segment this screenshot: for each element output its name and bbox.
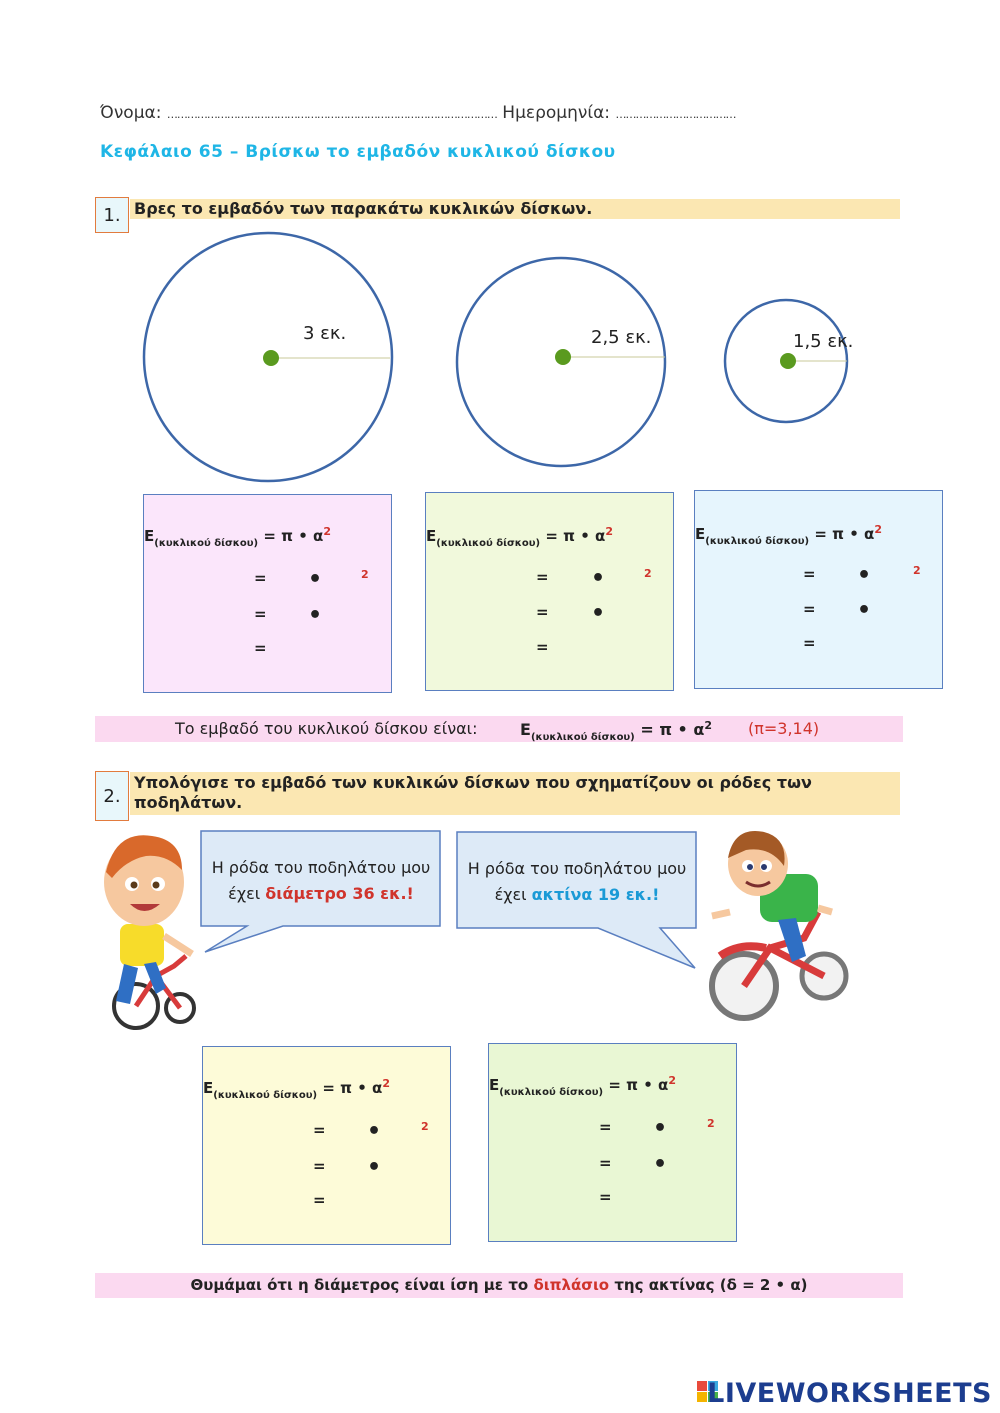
eq-4b: = [313, 1157, 326, 1175]
dot-3b: • [857, 598, 872, 623]
bubble-1-text: Η ρόδα του ποδηλάτου μου έχει διάμετρο 36 εκ.! [211, 858, 431, 903]
reminder1-formula: $E_{(\kappa\upsilon\kappa\lambda\iota\kappa oύ \delta ί\sigma\kappa o\upsilon)} = \pi$ • $\alpha^2$ [520, 719, 712, 743]
dot-3a: • [857, 563, 872, 588]
chapter-title: Κεφάλαιο 65 – Βρίσκω το εμβαδόν κυκλικού δίσκου [100, 142, 616, 162]
sq-5a: 2 [707, 1117, 715, 1130]
calc-box-2[interactable] [425, 492, 674, 691]
eq-2c: = [536, 638, 549, 656]
liveworksheets-logo[interactable]: LIVEWORKSHEETS [707, 1378, 992, 1409]
eq-4c: = [313, 1191, 326, 1209]
reminder1-band [95, 716, 903, 742]
eq-1c: = [254, 639, 267, 657]
formula-1: $E_{(\kappa\upsilon\kappa\lambda\iota\kappa oύ \delta ί\sigma\kappa o\upsilon)} = \pi$ • $\alpha^2$ [144, 525, 331, 549]
eq-2a: = [536, 568, 549, 586]
calc-box-4[interactable] [202, 1046, 451, 1245]
sq-1a: 2 [361, 568, 369, 581]
boy-bike-left-image [96, 826, 206, 1038]
dot-2a: • [591, 566, 606, 591]
reminder2-highlight: διπλάσιο [533, 1276, 610, 1294]
name-label: Όνομα: [100, 103, 162, 123]
eq-3a: = [803, 565, 816, 583]
reminder1-text: Το εμβαδό του κυκλικού δίσκου είναι: [175, 719, 478, 738]
eq-3b: = [803, 600, 816, 618]
reminder2-text: Θυμάμαι ότι η διάμετρος είναι ίση με το διπλάσιο της ακτίνας (δ = 2 • α) [190, 1276, 808, 1294]
task1-number: 1. [95, 197, 129, 233]
diameter-highlight: διάμετρο 36 εκ.! [265, 884, 414, 903]
eq-5b: = [599, 1154, 612, 1172]
radius-label-3: 1,5 εκ. [793, 331, 854, 352]
name-field[interactable]: ……………………………………………………………………………………… [166, 108, 497, 121]
dot-1a: • [308, 567, 323, 592]
eq-2b: = [536, 603, 549, 621]
pi-value: (π=3,14) [748, 719, 820, 738]
eq-5a: = [599, 1118, 612, 1136]
task2-number: 2. [95, 771, 129, 821]
eq-1b: = [254, 605, 267, 623]
center-dot-2 [555, 349, 571, 365]
dot-4a: • [367, 1119, 382, 1144]
sq-4a: 2 [421, 1120, 429, 1133]
circle-2 [457, 258, 665, 466]
center-dot-1 [263, 350, 279, 366]
eq-5c: = [599, 1188, 612, 1206]
dot-5b: • [653, 1152, 668, 1177]
reminder2-band [95, 1273, 903, 1298]
circle-3 [725, 300, 847, 422]
radius-highlight: ακτίνα 19 εκ.! [531, 885, 660, 904]
calc-box-3[interactable] [694, 490, 943, 689]
radius-label-2: 2,5 εκ. [591, 327, 652, 348]
bubble-2-text: Η ρόδα του ποδηλάτου μου έχει ακτίνα 19 εκ.! [467, 859, 687, 904]
calc-box-5[interactable] [488, 1043, 737, 1242]
dot-1b: • [308, 603, 323, 628]
dot-4b: • [367, 1155, 382, 1180]
date-label: Ημερομηνία: [502, 103, 611, 123]
eq-4a: = [313, 1121, 326, 1139]
dot-5a: • [653, 1116, 668, 1141]
date-field[interactable]: ……………………………… [615, 108, 736, 121]
eq-1a: = [254, 569, 267, 587]
task2-band [130, 772, 900, 815]
eq-3c: = [803, 634, 816, 652]
circles-figure [0, 0, 1000, 500]
boy-bike-right-image [700, 826, 860, 1034]
sq-3a: 2 [913, 564, 921, 577]
formula-5: $E_{(\kappa\upsilon\kappa\lambda\iota\kappa oύ \delta ί\sigma\kappa o\upsilon)} = \pi$ • $\alpha^2$ [489, 1074, 676, 1098]
dot-2b: • [591, 601, 606, 626]
task2-instruction-line1: Υπολόγισε το εμβαδό των κυκλικών δίσκων που σχηματίζουν οι ρόδες των [134, 773, 812, 792]
task2-instruction-line2: ποδηλάτων. [134, 793, 243, 812]
task1-instruction: Βρες το εμβαδόν των παρακάτω κυκλικών δίσκων. [134, 199, 593, 218]
formula-2: $E_{(\kappa\upsilon\kappa\lambda\iota\kappa oύ \delta ί\sigma\kappa o\upsilon)} = \pi$ • $\alpha^2$ [426, 525, 613, 549]
radius-label-1: 3 εκ. [303, 323, 347, 344]
formula-3: $E_{(\kappa\upsilon\kappa\lambda\iota\kappa oύ \delta ί\sigma\kappa o\upsilon)} = \pi$ • $\alpha^2$ [695, 523, 882, 547]
calc-box-1[interactable] [143, 494, 392, 693]
formula-4: $E_{(\kappa\upsilon\kappa\lambda\iota\kappa oύ \delta ί\sigma\kappa o\upsilon)} = \pi$ • $\alpha^2$ [203, 1077, 390, 1101]
sq-2a: 2 [644, 567, 652, 580]
center-dot-3 [780, 353, 796, 369]
circle-1 [144, 233, 392, 481]
